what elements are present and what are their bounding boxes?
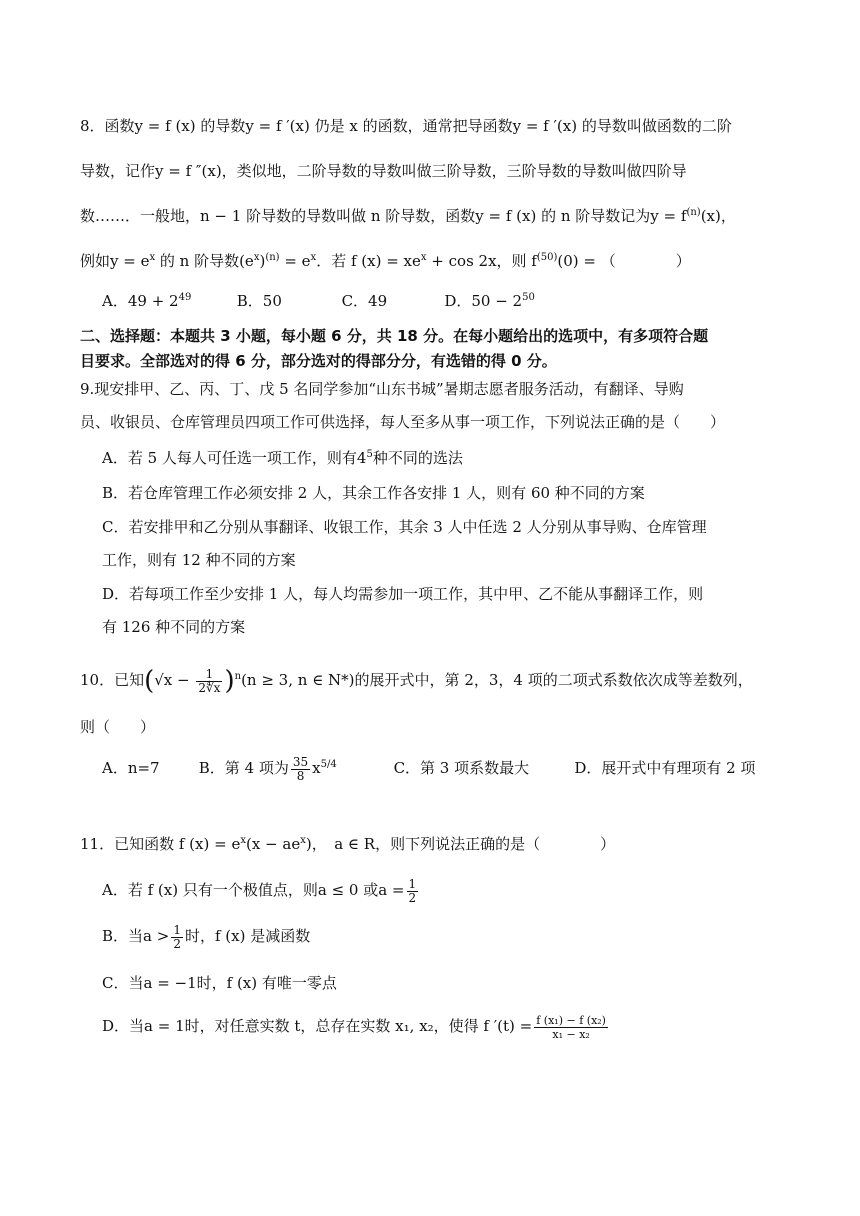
q8-option-d: D．$50 - 2^{50}$ xyxy=(444,292,535,310)
q10-sqrt-x: √x xyxy=(154,671,173,689)
q8-l4-h: x xyxy=(310,252,317,263)
q8-l4-a: 例如y = e xyxy=(80,252,150,270)
q10-option-c: C．第 3 项系数最大 xyxy=(393,759,530,777)
q10-option-b: B．第 4 项为 $\frac{35}{8}$ $x^{5/4}$ xyxy=(198,754,337,783)
q9-option-b: B．若仓库管理工作必须安排 2 人，其余工作各安排 1 人，则有 60 种不同的方案 xyxy=(102,484,645,502)
q9-option-d-1: D．若每项工作至少安排 1 人，每人均需参加一项工作，其中甲、乙不能从事翻译工作，则 xyxy=(102,585,704,603)
q8-option-b: B．50 xyxy=(236,292,282,310)
q8-l4-f: (n) xyxy=(265,252,280,263)
q8-option-a: A．$49 + 2^{49}$ xyxy=(102,292,192,310)
q8-options xyxy=(102,290,535,312)
q8-line-3-sup: (n) xyxy=(686,207,701,218)
q10-line-1: 10．已知(√x − $\frac{1}{2∜x}$ )$^n$(n ≥ 3, n ∈ N*)的展开式中，第 2，3，4 项的二项式系数依次成等差数列， xyxy=(80,666,753,696)
q8-l4-i: ．若 f (x) = xe xyxy=(316,252,421,270)
q8-line-3-post: (x)， xyxy=(700,207,736,225)
q8-l4-c: 的 n 阶导数(e xyxy=(155,252,254,270)
q8-option-c: C．49 xyxy=(341,292,388,310)
q8-l4-k: + cos 2x，则 f xyxy=(426,252,537,270)
q9-option-c-2: 工作，则有 12 种不同的方案 xyxy=(102,551,296,569)
q9-option-d-2: 有 126 种不同的方案 xyxy=(102,618,246,636)
q8-l4-m: (0) = （ ） xyxy=(557,252,691,270)
q8-l4-j: x xyxy=(420,252,427,263)
q11-option-a: A．若 f (x) 只有一个极值点，则a ≤ 0 或a = $\frac{1}{2}$ xyxy=(102,876,417,905)
q9-line-2: 员、收银员、仓库管理员四项工作可供选择，每人至多从事一项工作，下列说法正确的是（ ） xyxy=(80,413,726,431)
q11-option-b: B．当a > $\frac{1}{2}$ 时，f (x) 是减函数 xyxy=(102,922,311,951)
q8-l4-g: = e xyxy=(279,252,311,270)
q11-option-d: D．当a = 1时，对任意实数 t，总存在实数 x₁, x₂，使得 f ′(t) = $\frac{\text{f (x₁) − f (x₂)}}{\text{x₁ − x₂}}$ xyxy=(102,1013,606,1041)
q10-fraction: $\frac{1}{2∜x}$ xyxy=(198,666,221,695)
q8-line-2: 导数，记作y = f ″(x)，类似地，二阶导数的导数叫做三阶导数，三阶导数的导数叫做四阶导 xyxy=(80,162,687,180)
q8-line-3 xyxy=(80,205,736,227)
q8-l4-d: x xyxy=(253,252,260,263)
q9-option-c-1: C．若安排甲和乙分别从事翻译、收银工作，其余 3 人中任选 2 人分别从事导购、仓库管理 xyxy=(102,518,707,536)
section-2-header-1: 二、选择题：本题共 3 小题，每小题 6 分，共 18 分。在每小题给出的选项中，有多项符合题 xyxy=(80,327,709,345)
q10-option-a: A．n=7 xyxy=(102,759,160,777)
q9-line-1: 9.现安排甲、乙、丙、丁、戊 5 名同学参加“山东书城”暑期志愿者服务活动，有翻译、导购 xyxy=(80,380,684,398)
q10-option-d: D．展开式中有理项有 2 项 xyxy=(574,759,756,777)
q8-line-3-text: 数……．一般地，n − 1 阶导数的导数叫做 n 阶导数，函数y = f (x) 的 n 阶导数记为y = f xyxy=(80,207,687,225)
section-2-header-2: 目要求。全部选对的得 6 分，部分选对的得部分分，有选错的得 0 分。 xyxy=(80,352,557,370)
q10-line-2: 则（ ） xyxy=(80,718,156,736)
q10-condition: (n ≥ 3, n ∈ N*) xyxy=(241,671,355,689)
q11-line-1: 11．已知函数 f $(x) = e^x(x - ae^x)$， a ∈ R，则下列说法正确的是（ ） xyxy=(80,835,616,853)
q8-line-4 xyxy=(80,250,691,272)
q8-line-1: 8．函数y = f (x) 的导数y = f ′(x) 仍是 x 的函数，通常把导函数y = f ′(x) 的导数叫做函数的二阶 xyxy=(80,117,732,135)
q10-options xyxy=(102,753,755,783)
q9-option-a: A．若 5 人每人可任选一项工作，则有$4^5$种不同的选法 xyxy=(102,449,463,467)
q11-option-c: C．当a = −1时，f (x) 有唯一零点 xyxy=(102,974,337,992)
q8-l4-l: (50) xyxy=(536,252,558,263)
q8-l4-b: x xyxy=(149,252,156,263)
q8-l4-e: ) xyxy=(259,252,266,270)
